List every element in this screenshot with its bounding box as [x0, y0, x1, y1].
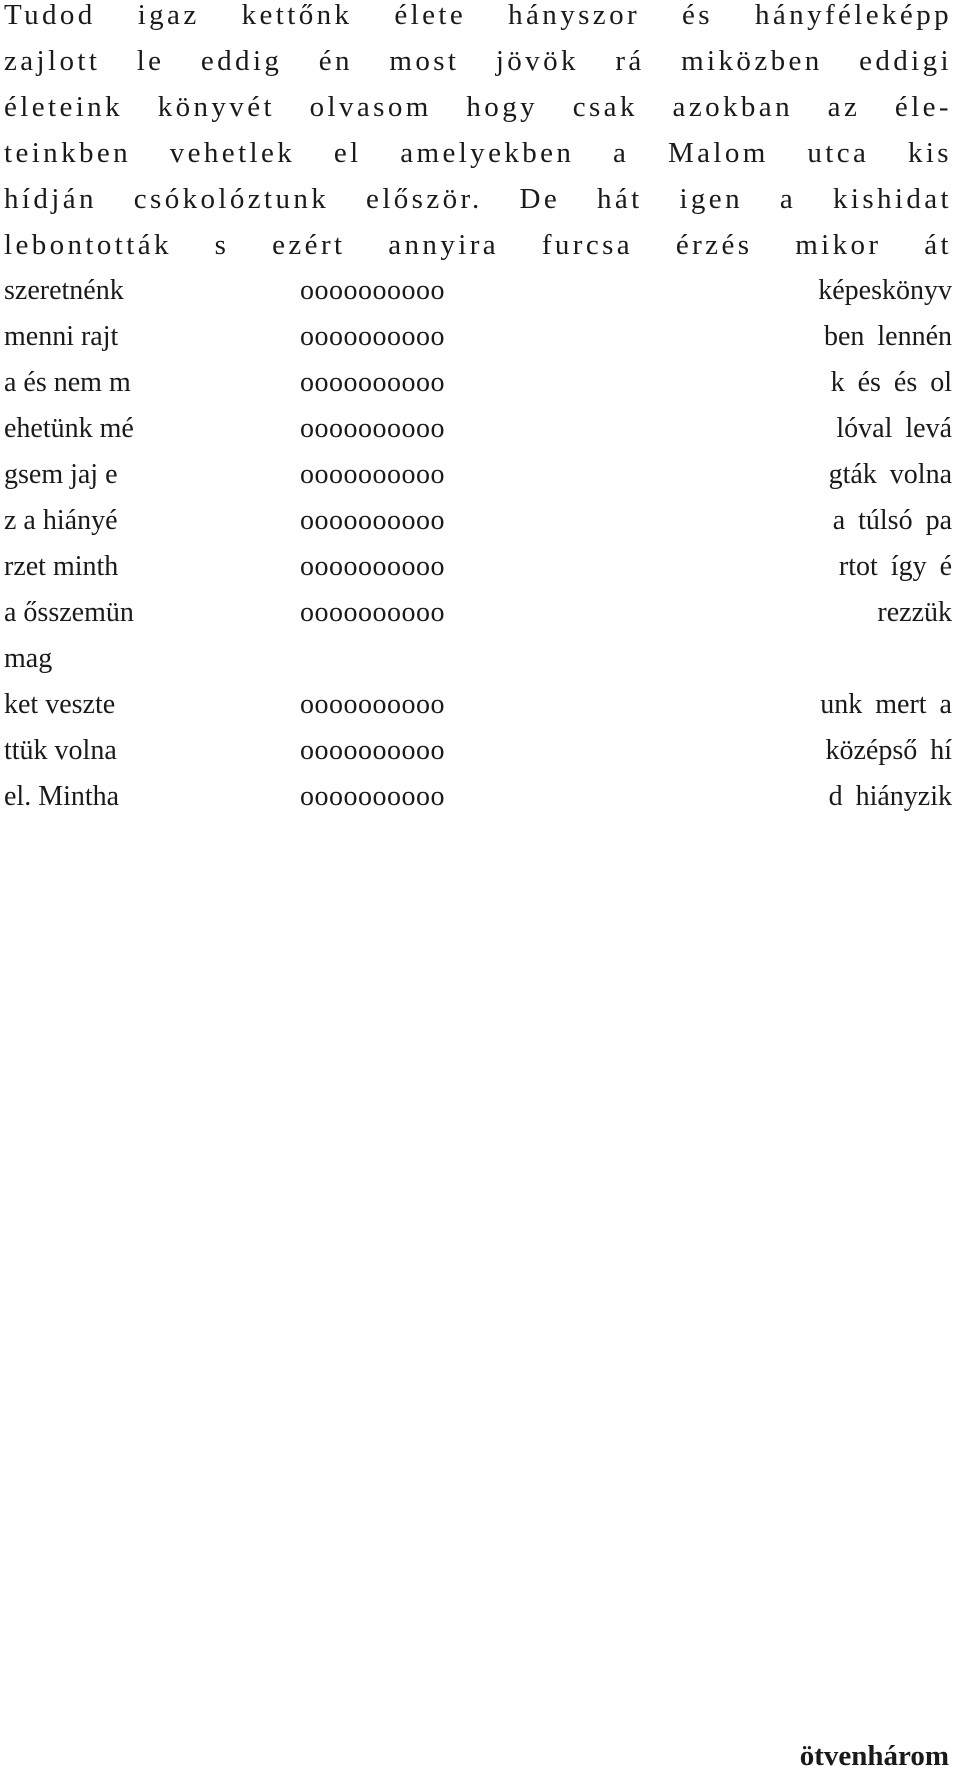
- right-fragment: rezzük: [877, 597, 952, 628]
- prose-line: életeink könyvét olvasom hogy csak azokban az éle-: [4, 92, 952, 123]
- column-row: [4, 322, 952, 368]
- right-fragment: ben lennén: [823, 321, 952, 352]
- right-fragment: k és és ol: [830, 367, 952, 398]
- three-column-block: [4, 276, 952, 828]
- right-fragment: unk mert a: [820, 689, 952, 720]
- left-fragment: ket veszte: [4, 689, 116, 720]
- middle-o-string: oooooooooo: [300, 275, 445, 306]
- page-number: ötvenhárom: [799, 1740, 949, 1772]
- right-fragment: a túlsó pa: [832, 505, 952, 536]
- right-fragment: képeskönyv: [818, 275, 952, 306]
- right-fragment: d hiányzik: [828, 781, 952, 812]
- column-row: [4, 644, 952, 690]
- middle-o-string: oooooooooo: [300, 597, 445, 628]
- prose-line: teinkben vehetlek el amelyekben a Malom utca kis: [4, 138, 952, 169]
- column-row: [4, 782, 952, 828]
- column-row: [4, 690, 952, 736]
- column-row: [4, 598, 952, 644]
- middle-o-string: oooooooooo: [300, 321, 445, 352]
- left-fragment: ttük volna: [4, 735, 117, 766]
- left-fragment: z a hiányé: [4, 505, 118, 536]
- middle-o-string: oooooooooo: [300, 413, 445, 444]
- column-row: [4, 414, 952, 460]
- left-fragment: mag: [4, 643, 53, 674]
- left-fragment: rzet minth: [4, 551, 119, 582]
- column-row: [4, 552, 952, 598]
- left-fragment: gsem jaj e: [4, 459, 118, 490]
- middle-o-string: oooooooooo: [300, 367, 445, 398]
- left-fragment: el. Mintha: [4, 781, 120, 812]
- left-fragment: ehetünk mé: [4, 413, 134, 444]
- left-fragment: a ősszemün: [4, 597, 134, 628]
- middle-o-string: oooooooooo: [300, 505, 445, 536]
- prose-line: lebontották s ezért annyira furcsa érzés mikor át: [4, 230, 952, 261]
- column-row: [4, 506, 952, 552]
- column-row: [4, 460, 952, 506]
- column-row: [4, 736, 952, 782]
- left-fragment: szeretnénk: [4, 275, 124, 306]
- column-row: [4, 368, 952, 414]
- prose-line: zajlott le eddig én most jövök rá miközben eddigi: [4, 46, 952, 77]
- middle-o-string: oooooooooo: [300, 551, 445, 582]
- middle-o-string: oooooooooo: [300, 781, 445, 812]
- right-fragment: rtot így é: [838, 551, 952, 582]
- middle-o-string: oooooooooo: [300, 689, 445, 720]
- left-fragment: a és nem m: [4, 367, 131, 398]
- right-fragment: lóval levá: [836, 413, 952, 444]
- right-fragment: középső hí: [825, 735, 952, 766]
- left-fragment: menni rajt: [4, 321, 119, 352]
- prose-line: Tudod igaz kettőnk élete hányszor és hányféleképp: [4, 0, 952, 31]
- prose-line: hídján csókolóztunk először. De hát igen a kishidat: [4, 184, 952, 215]
- middle-o-string: oooooooooo: [300, 459, 445, 490]
- right-fragment: gták volna: [828, 459, 952, 490]
- prose-paragraph: [4, 0, 952, 276]
- column-row: [4, 276, 952, 322]
- middle-o-string: oooooooooo: [300, 735, 445, 766]
